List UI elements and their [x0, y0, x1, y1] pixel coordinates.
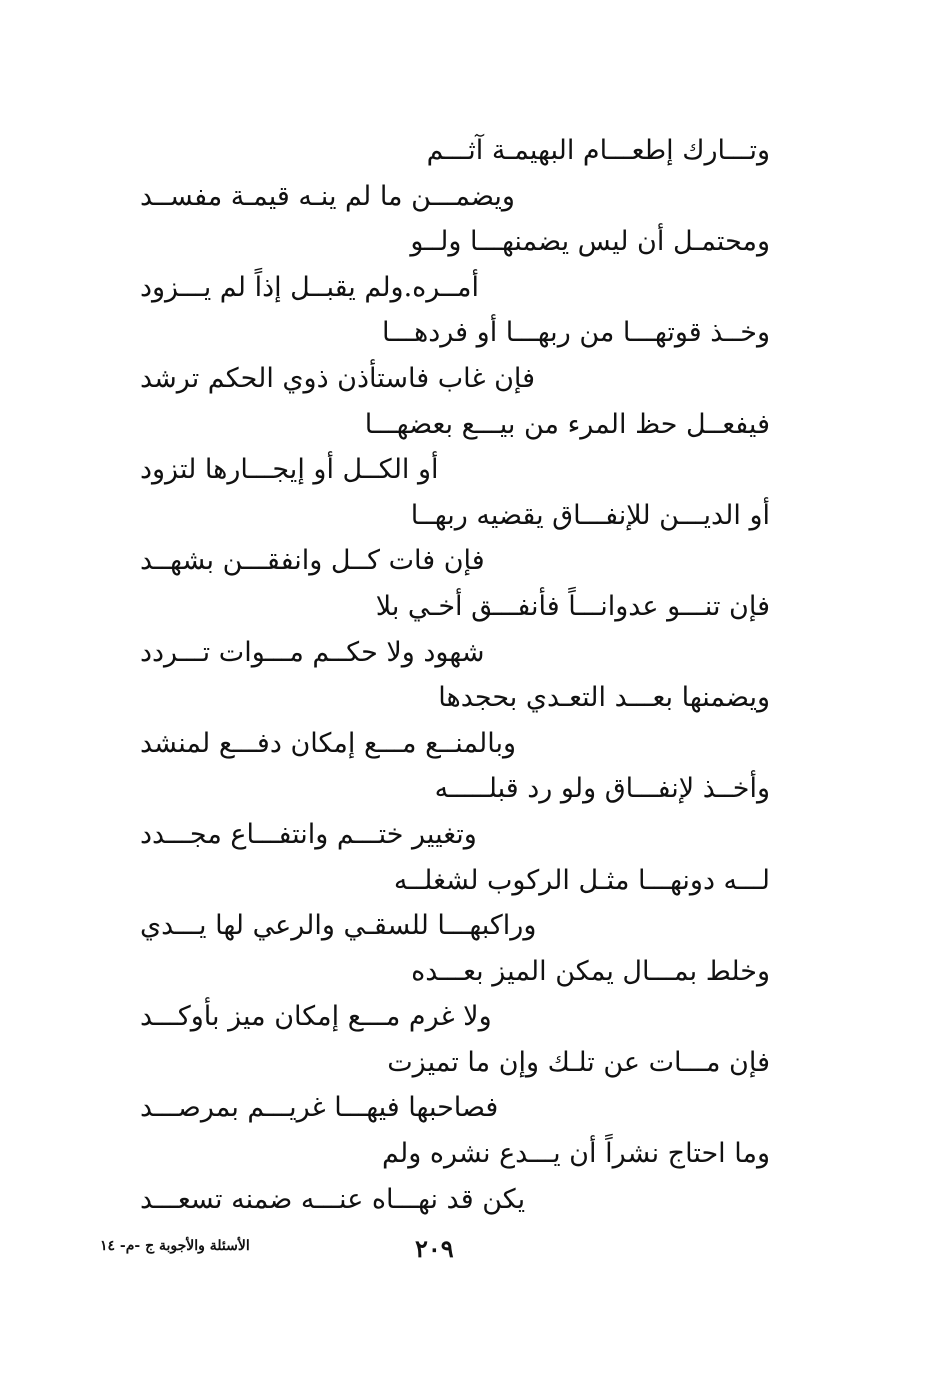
- verse-line: فصاحبها فيهـــا غريـــم بمرصـــد: [140, 1092, 499, 1124]
- verse-line: ويضمـــن ما لم ينـه قيمـة مفســد: [140, 180, 515, 212]
- poem-body: [140, 128, 770, 1222]
- verse-line: وخــذ قوتهـــا من ربهـــا أو فردهـــا: [382, 317, 770, 349]
- verse-line: وبالمنــع مـــع إمكان دفـــع لمنشد: [140, 727, 517, 759]
- verse-line: فإن غاب فاستأذن ذوي الحكم ترشد: [140, 362, 536, 394]
- verse-line: وأخــذ لإنفـــاق ولو رد قبلـــــه: [434, 773, 770, 805]
- page-footer: [0, 1234, 950, 1264]
- verse-line: فإن فات كــل وانفقـــن بشهــد: [140, 545, 485, 577]
- verse-line: وراكبهـــا للسقـي والرعي لها يـــدي: [140, 910, 537, 942]
- verse-line: أو الكــل أو إيجـــارها لتزود: [140, 454, 439, 486]
- verse-line: وخلط بمـــال يمكن الميز بعـــده: [411, 955, 770, 987]
- verse-line: فيفعــل حظ المرء من بيـــع بعضهـــا: [364, 408, 770, 440]
- page-number: ٢٠٩: [415, 1234, 454, 1263]
- verse-line: ومحتمـل أن ليس يضمنهـــا ولــو: [410, 226, 770, 258]
- verse-line: لـــه دونهـــا مثـل الركوب لشغلــه: [393, 864, 770, 896]
- book-reference: الأسئلة والأجوبة ج -م- ١٤: [100, 1238, 250, 1254]
- verse-line: ولا غرم مـــع إمكان ميز بأوكـــد: [140, 1001, 492, 1033]
- verse-line: أو الديـــن للإنفـــاق يقضيه ربهــا: [410, 499, 770, 531]
- verse-line: وتغيير ختـــم وانتفـــاع مجـــدد: [140, 818, 477, 850]
- verse-line: وتـــارك إطعـــام البهيمـة آثـــم: [426, 135, 770, 166]
- verse-line: فإن تنـــو عدوانـــاً فأنفـــق أخـي بلا: [375, 590, 770, 622]
- verse-line: ويضمنها بعـــد التعـدي بحجدها: [438, 682, 770, 714]
- verse-line: فإن مـــات عن تلـك وإن ما تميزت: [387, 1046, 770, 1078]
- verse-line: وما احتاج نشراً أن يـــدع نشره ولم: [382, 1138, 770, 1170]
- verse-line: أمــره.ولم يقبــل إذاً لم يـــزود: [140, 271, 479, 303]
- verse-line: يكن قد نهـــاه عنـــه ضمنه تسعـــد: [140, 1183, 526, 1215]
- verse-line: شهود ولا حكــم مـــوات تـــردد: [140, 636, 485, 668]
